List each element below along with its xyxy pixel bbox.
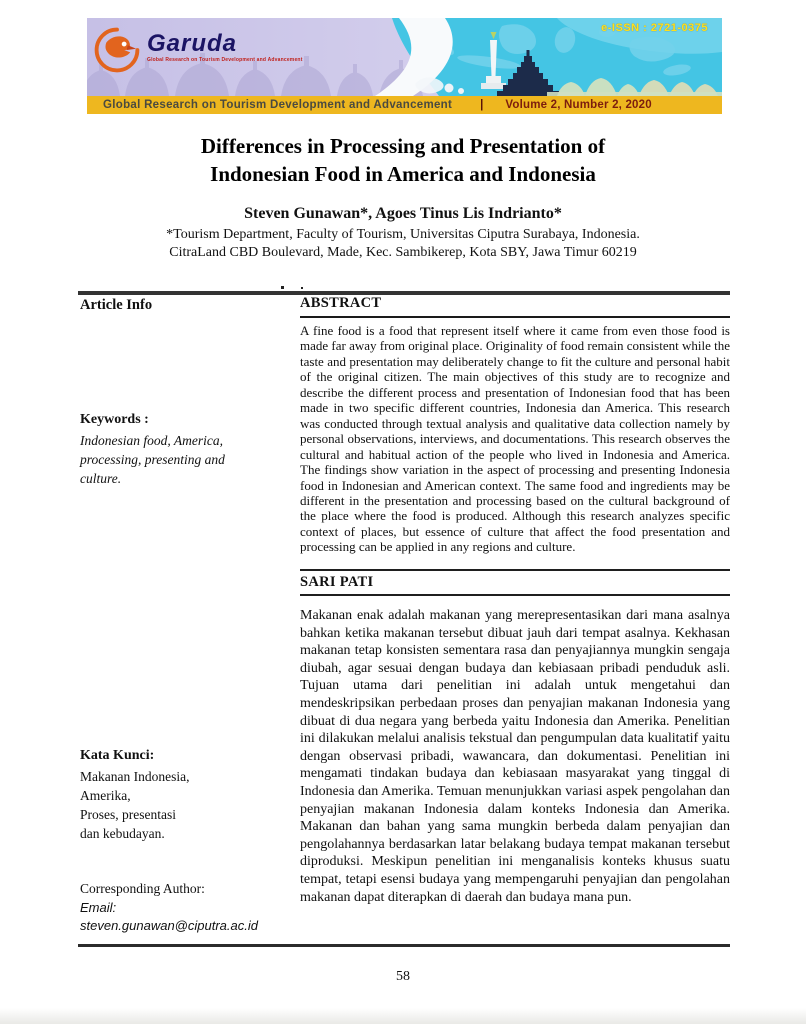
kata-kunci-line: Proses, presentasi (80, 807, 176, 822)
affiliation-line1: *Tourism Department, Faculty of Tourism, Universitas Ciputra Surabaya, Indonesia. (166, 227, 640, 242)
kata-kunci-line: Makanan Indonesia, (80, 769, 190, 784)
email-address: steven.gunawan@ciputra.ac.id (80, 918, 258, 933)
journal-banner (87, 18, 722, 114)
bar-separator: | (480, 99, 484, 111)
garuda-eagle-icon (93, 26, 141, 74)
kata-kunci-line: Amerika, (80, 788, 131, 803)
top-rule (78, 291, 730, 295)
keywords-label: Keywords : (80, 412, 149, 427)
kata-kunci-label: Kata Kunci: (80, 748, 155, 763)
affiliation-line2: CitraLand CBD Boulevard, Made, Kec. Sambikerep, Kota SBY, Jawa Timur 60219 (169, 245, 637, 260)
corresponding-author-label: Corresponding Author: (80, 881, 205, 896)
scan-dot (301, 287, 303, 289)
abstract-heading: ABSTRACT (300, 295, 730, 318)
scan-dot (281, 286, 284, 289)
page-number: 58 (396, 969, 410, 984)
authors-line: Steven Gunawan*, Agoes Tinus Lis Indrianto* (244, 205, 562, 222)
article-info-heading: Article Info (80, 297, 153, 313)
paper-title (0, 132, 806, 188)
scan-edge (0, 1008, 806, 1024)
bottom-rule (78, 944, 730, 947)
logo-subtitle: Global Research on Tourism Development and Advancement (147, 57, 303, 63)
sari-pati-body: Makanan enak adalah makanan yang merepresentasikan dari mana asalnya bahkan ketika makanan tersebut dibuat jauh dari tempat asalnya. Kekhasan makanan tetap konsisten sementara rasa dan penyajiannya mungkin sengaja diubah, agar sesuai dengan budaya dan kebiasaan pribadi penduduk asli. Tujuan utama dari penelitian ini adalah untuk mengetahui dan mendeskripsikan perbedaan proses dan penyajian makanan Indonesia yang dibuat di dua negara yang berbeda yaitu Indonesia dan Amerika. Penelitian ini dilakukan melalui analisis tekstual dan pengumpulan data kualitatif yaitu dengan observasi pribadi, wawancara, dan dokumentasi. Penelitian ini mengamati tindakan budaya dan kebiasaan masyarakat yang tinggal di Indonesia dan Amerika. Temuan menunjukkan variasi aspek pengolahan dan penyajian makanan Indonesia dalam konteks Indonesia dan Amerika. Makanan dan bahan yang sama mungkin berbeda dalam penyajian dan pengolahannya berdasarkan latar belakang budaya tempat makanan tersebut diproduksi. Meskipun penelitian ini menganalisis konteks khusus suatu tempat, tetapi esensi budaya yang mempengaruhi penyajian dan pengolahan makanan dapat diterapkan di daerah dan budaya mana pun. (300, 608, 730, 905)
paper-title-line2: Indonesian Food in America and Indonesia (210, 162, 596, 186)
journal-name: Global Research on Tourism Development and Advancement (103, 99, 453, 111)
keywords-text: Indonesian food, America, processing, presenting and culture. (80, 433, 225, 486)
eissn-label: e-ISSN : 2721-0375 (601, 22, 708, 34)
journal-logo (93, 26, 303, 74)
kata-kunci-line: dan kebudayan. (80, 826, 165, 841)
volume-issue-label: Volume 2, Number 2, 2020 (505, 99, 652, 111)
kata-kunci-text (80, 767, 189, 843)
logo-title: Garuda (147, 30, 238, 57)
email-label: Email: (80, 900, 117, 915)
sari-pati-heading: SARI PATI (300, 569, 730, 596)
paper-title-line1: Differences in Processing and Presentation of (200, 134, 606, 158)
abstract-body: A fine food is a food that represent itself where it came from even those food is made far away from original place. Originality of food remain consistent while the taste and presentation may deliberately change to fit the culture and personal habit of the original citizen. The main objectives of this study are to recognize and describe the different process and presentation of Indonesian food that has been made in two specific different countries, Indonesia dan America. This research was conducted through textual analysis and qualitative data collection namely by personal observations, interviews, and documentations. This research observes the cultural and habitual action of the people who lived in Indonesia and America. The findings show variation in the aspect of processing and presenting Indonesia food in Indonesian and American context. The same food and ingredients may be different in the presentation and processing based on the cultural background of the place where the food is produced. Although this research analyzes specific context of places, but essence of culture that affect the food presentation and processing can be applied in any regions and culture. (300, 323, 730, 555)
journal-title-bar (87, 96, 722, 114)
